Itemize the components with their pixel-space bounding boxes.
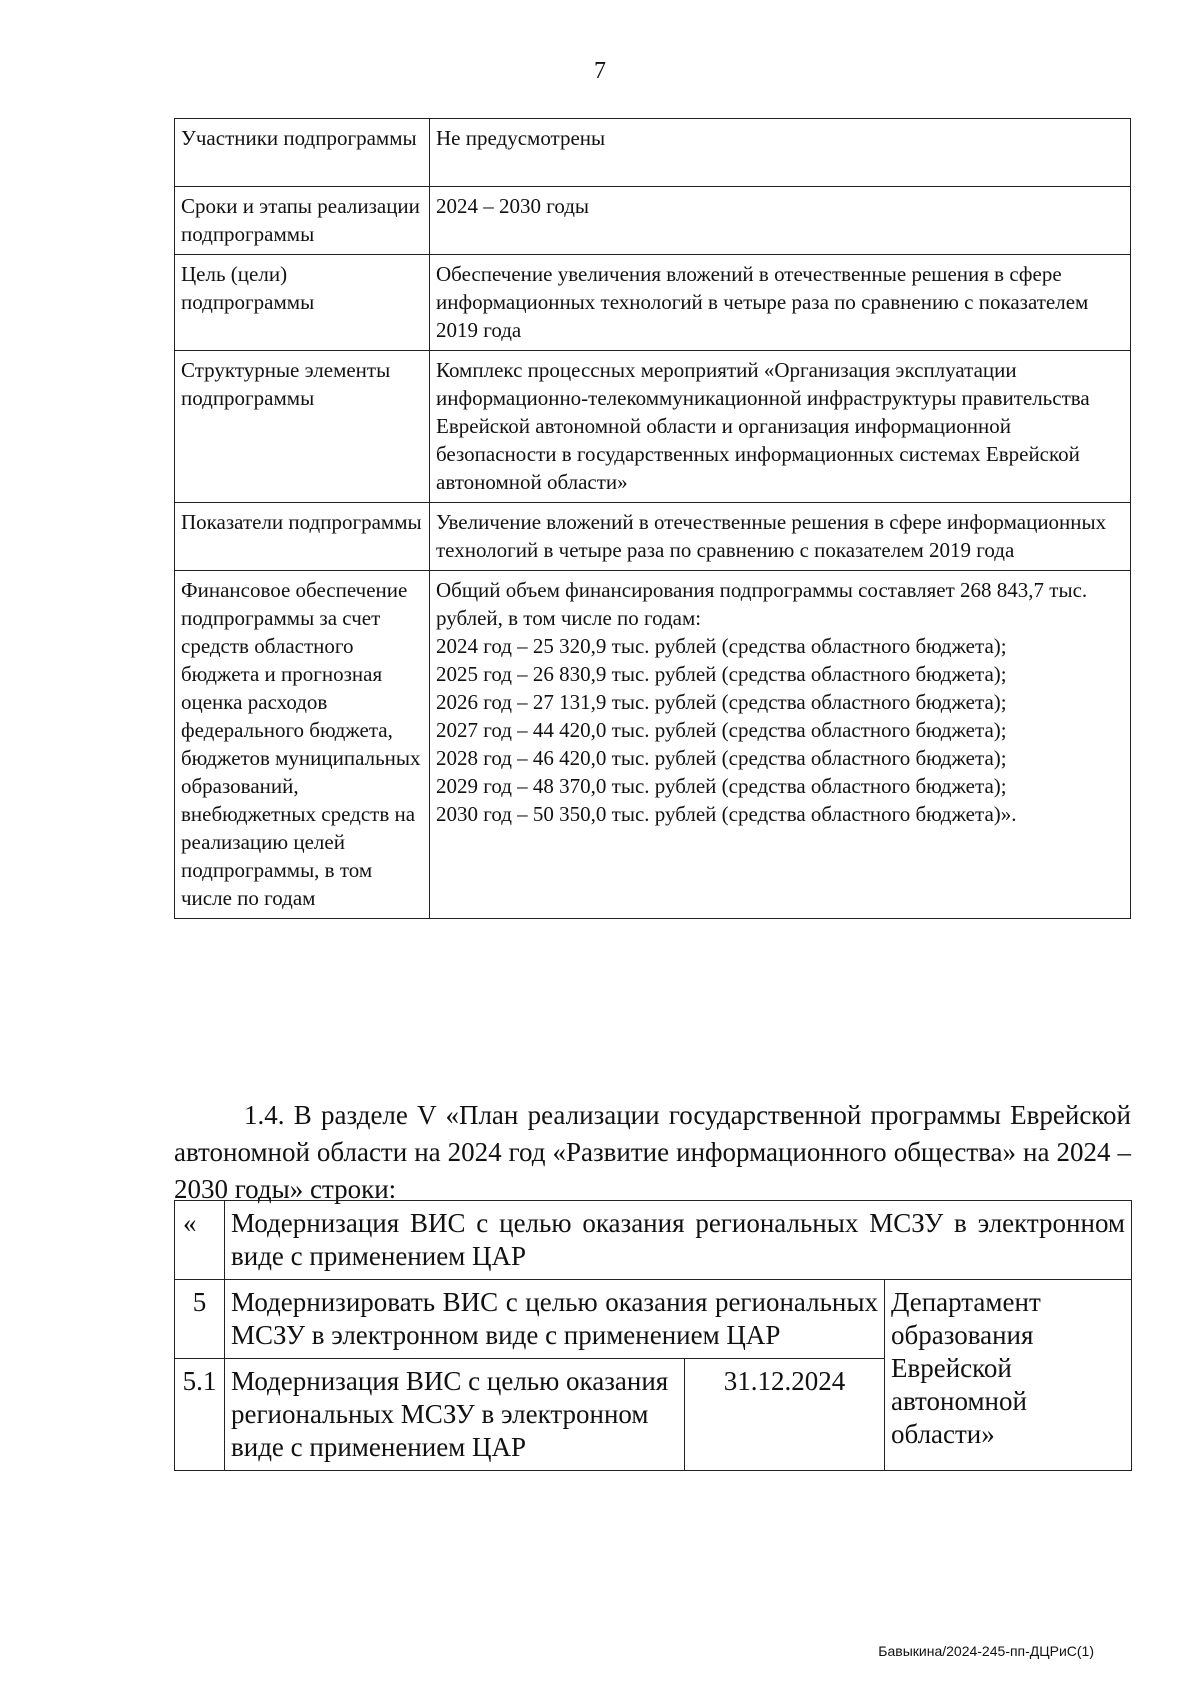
value-line: 2027 год – 44 420,0 тыс. рублей (средства областного бюджета); bbox=[436, 718, 1007, 742]
page-number: 7 bbox=[594, 58, 606, 84]
value-line: 2030 год – 50 350,0 тыс. рублей (средства областного бюджета)». bbox=[436, 802, 1017, 826]
plan-header-text: Модернизация ВИС с целью оказания региональных МСЗУ в электронном виде с применением ЦАР bbox=[225, 1201, 1132, 1280]
table-row bbox=[175, 119, 1131, 187]
value-line: Комплекс процессных мероприятий «Организация эксплуатации информационно-телекоммуникационной инфраструктуры правительства Еврейской автономной области и организация информационной безопасности в государственных информационных системах Еврейской автономной области» bbox=[436, 358, 1090, 494]
deadline-date: 31.12.2024 bbox=[685, 1359, 885, 1471]
value-line: Общий объем финансирования подпрограммы составляет 268 843,7 тыс. рублей, в том числе по годам: bbox=[436, 578, 1088, 630]
footer-stamp: Бавыкина/2024-245-пп-ДЦРиС(1) bbox=[878, 1643, 1094, 1659]
value-line: 2024 год – 25 320,9 тыс. рублей (средства областного бюджета); bbox=[436, 634, 1007, 658]
row-label: Сроки и этапы реализации подпрограммы bbox=[175, 187, 430, 255]
row-label: Показатели подпрограммы bbox=[175, 503, 430, 571]
value-line: 2029 год – 48 370,0 тыс. рублей (средства областного бюджета); bbox=[436, 774, 1007, 798]
row-number: 5.1 bbox=[175, 1359, 225, 1471]
value-line: 2026 год – 27 131,9 тыс. рублей (средства областного бюджета); bbox=[436, 690, 1007, 714]
value-line: 2028 год – 46 420,0 тыс. рублей (средства областного бюджета); bbox=[436, 746, 1007, 770]
row-value bbox=[430, 351, 1131, 503]
amendment-paragraph bbox=[174, 1097, 1131, 1208]
row-value bbox=[430, 187, 1131, 255]
value-line: Обеспечение увеличения вложений в отечественные решения в сфере информационных технологий в четыре раза по сравнению с показателем 2019 года bbox=[436, 262, 1089, 342]
row-value bbox=[430, 571, 1131, 919]
value-line: 2024 – 2030 годы bbox=[436, 194, 590, 218]
row-label: Финансовое обеспечение подпрограммы за счет средств областного бюджета и прогнозная оценка расходов федерального бюджета, бюджетов муниципальных образований, внебюджетных средств на реализацию целей подпрограммы, в том числе по годам bbox=[175, 571, 430, 919]
task-text: Модернизировать ВИС с целью оказания региональных МСЗУ в электронном виде с применением ЦАР bbox=[225, 1280, 885, 1359]
row-label: Структурные элементы подпрограммы bbox=[175, 351, 430, 503]
table-row bbox=[175, 571, 1131, 919]
paragraph-text: 1.4. В разделе V «План реализации государственной программы Еврейской автономной области на 2024 год «Развитие информационного общества» на 2024 – 2030 годы» строки: bbox=[174, 1100, 1131, 1204]
table-row bbox=[175, 255, 1131, 351]
row-number: 5 bbox=[175, 1280, 225, 1359]
table-row bbox=[175, 351, 1131, 503]
responsible-executor: Департамент образования Еврейской автономной области» bbox=[885, 1280, 1132, 1471]
value-line: Не предусмотрены bbox=[436, 126, 606, 150]
row-value bbox=[430, 119, 1131, 187]
row-value bbox=[430, 503, 1131, 571]
table-row bbox=[175, 187, 1131, 255]
activity-text: Модернизация ВИС с целью оказания региональных МСЗУ в электронном виде с применением ЦАР bbox=[225, 1359, 685, 1471]
row-value bbox=[430, 255, 1131, 351]
value-line: Увеличение вложений в отечественные решения в сфере информационных технологий в четыре раза по сравнению с показателем 2019 года bbox=[436, 510, 1107, 562]
table-row bbox=[175, 1280, 1132, 1359]
row-label: Цель (цели) подпрограммы bbox=[175, 255, 430, 351]
row-label: Участники подпрограммы bbox=[175, 119, 430, 187]
plan-table bbox=[174, 1200, 1132, 1471]
subprogram-passport-table bbox=[174, 118, 1131, 919]
quote-mark: « bbox=[175, 1201, 225, 1280]
table-row bbox=[175, 503, 1131, 571]
value-line: 2025 год – 26 830,9 тыс. рублей (средства областного бюджета); bbox=[436, 662, 1007, 686]
table-row bbox=[175, 1201, 1132, 1280]
